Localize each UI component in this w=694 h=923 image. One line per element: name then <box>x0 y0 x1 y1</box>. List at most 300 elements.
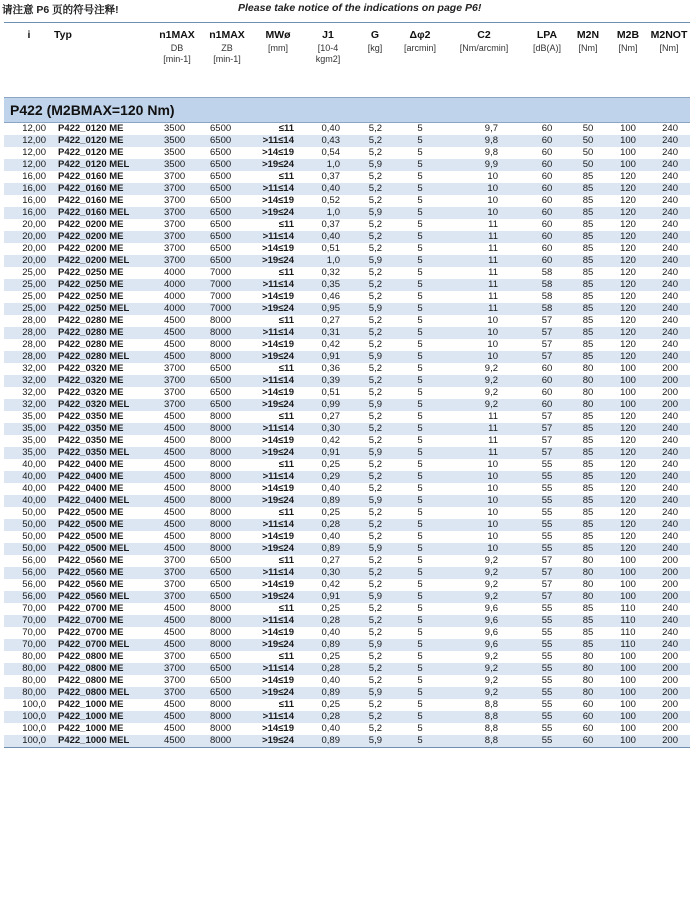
cell-nominal-torque: 85 <box>582 627 594 638</box>
cell-ratio: 16,00 <box>4 207 54 219</box>
cell-motor-shaft-diameter: >14≤19 <box>262 291 294 302</box>
cell-type: P422_0400 ME <box>58 459 124 470</box>
header-unit: [min-1] <box>163 54 191 64</box>
cell-inertia: 0,40 <box>321 627 340 638</box>
note-chinese: 请注意 P6 页的符号注释! <box>2 4 119 16</box>
cell-weight: 5,9 <box>352 255 398 267</box>
cell-nominal-torque: 50 <box>582 123 594 134</box>
cell-backlash: 5 <box>417 339 423 350</box>
table-row <box>4 735 690 748</box>
cell-max-torque: 120 <box>608 543 648 555</box>
cell-weight: 5,2 <box>352 375 398 387</box>
cell-type: P422_0280 ME <box>54 327 152 339</box>
cell-nominal-torque: 80 <box>582 387 594 398</box>
cell-backlash: 5 <box>398 615 442 627</box>
cell-torsional-stiffness: 10 <box>442 183 526 195</box>
cell-n1max-zb: 8000 <box>202 423 252 435</box>
header-symbol: C2 <box>477 29 491 41</box>
table-row <box>4 135 690 147</box>
cell-nominal-torque: 85 <box>568 639 608 651</box>
cell-backlash: 5 <box>417 411 423 422</box>
cell-max-torque: 100 <box>608 567 648 579</box>
cell-motor-shaft-diameter: ≤11 <box>278 555 294 566</box>
cell-weight: 5,9 <box>352 543 398 555</box>
cell-noise-level: 55 <box>541 627 553 638</box>
cell-inertia: 0,37 <box>321 171 340 182</box>
cell-n1max-zb: 6500 <box>202 663 252 675</box>
cell-nominal-torque: 85 <box>582 219 594 230</box>
cell-weight: 5,2 <box>368 387 382 398</box>
cell-n1max-zb: 6500 <box>210 243 232 254</box>
cell-noise-level: 58 <box>541 267 553 278</box>
cell-nominal-torque: 85 <box>582 531 594 542</box>
cell-type: P422_0800 ME <box>58 651 124 662</box>
cell-inertia: 1,0 <box>304 207 352 219</box>
cell-type: P422_0280 ME <box>58 339 124 350</box>
cell-emergency-torque: 240 <box>662 267 678 278</box>
cell-torsional-stiffness: 9,2 <box>442 375 526 387</box>
cell-n1max-zb: 6500 <box>210 147 232 158</box>
cell-n1max-db: 3700 <box>152 687 202 699</box>
cell-max-torque: 100 <box>608 735 648 748</box>
cell-emergency-torque: 200 <box>662 699 678 710</box>
cell-n1max-db: 4500 <box>164 483 186 494</box>
cell-torsional-stiffness: 8,8 <box>484 699 498 710</box>
table-body <box>4 98 690 748</box>
cell-n1max-zb: 8000 <box>210 435 232 446</box>
cell-n1max-db: 4500 <box>164 459 186 470</box>
cell-n1max-zb: 8000 <box>202 351 252 363</box>
cell-nominal-torque: 85 <box>568 543 608 555</box>
cell-nominal-torque: 60 <box>568 711 608 723</box>
cell-inertia: 0,91 <box>304 591 352 603</box>
cell-type: P422_0350 ME <box>58 411 124 422</box>
cell-motor-shaft-diameter: >14≤19 <box>262 579 294 590</box>
table-row <box>4 591 690 603</box>
cell-noise-level: 57 <box>541 579 553 590</box>
cell-max-torque: 100 <box>608 399 648 411</box>
cell-type: P422_0400 ME <box>54 471 152 483</box>
cell-motor-shaft-diameter: >19≤24 <box>252 495 304 507</box>
cell-max-torque: 120 <box>620 531 636 542</box>
cell-ratio: 32,00 <box>22 363 46 374</box>
table-row <box>4 531 690 543</box>
cell-n1max-db: 4000 <box>152 279 202 291</box>
cell-noise-level: 60 <box>526 135 568 147</box>
cell-emergency-torque: 240 <box>662 603 678 614</box>
table-row <box>4 303 690 315</box>
cell-torsional-stiffness: 11 <box>442 303 526 315</box>
cell-n1max-zb: 8000 <box>210 531 232 542</box>
cell-weight: 5,2 <box>368 531 382 542</box>
cell-weight: 5,2 <box>368 651 382 662</box>
header-symbol: n1MAX <box>209 29 245 41</box>
header-row <box>4 23 690 98</box>
cell-emergency-torque: 200 <box>662 723 678 734</box>
cell-motor-shaft-diameter: >14≤19 <box>262 675 294 686</box>
cell-backlash: 5 <box>398 327 442 339</box>
cell-type: P422_0400 MEL <box>54 495 152 507</box>
cell-max-torque: 100 <box>608 687 648 699</box>
cell-ratio: 28,00 <box>22 339 46 350</box>
cell-nominal-torque: 80 <box>568 399 608 411</box>
cell-backlash: 5 <box>398 567 442 579</box>
table-row <box>4 699 690 711</box>
cell-motor-shaft-diameter: >14≤19 <box>262 627 294 638</box>
cell-ratio: 12,00 <box>22 147 46 158</box>
cell-emergency-torque: 240 <box>662 627 678 638</box>
cell-torsional-stiffness: 11 <box>488 291 498 302</box>
cell-emergency-torque: 240 <box>648 519 690 531</box>
cell-nominal-torque: 85 <box>582 267 594 278</box>
cell-inertia: 0,42 <box>321 339 340 350</box>
cell-emergency-torque: 200 <box>662 387 678 398</box>
cell-nominal-torque: 80 <box>582 555 594 566</box>
cell-max-torque: 100 <box>620 147 636 158</box>
cell-type: P422_0560 ME <box>54 567 152 579</box>
cell-nominal-torque: 80 <box>582 675 594 686</box>
cell-noise-level: 57 <box>541 315 553 326</box>
cell-emergency-torque: 200 <box>662 675 678 686</box>
cell-type: P422_0700 ME <box>54 615 152 627</box>
cell-emergency-torque: 240 <box>662 531 678 542</box>
cell-n1max-db: 4000 <box>152 303 202 315</box>
cell-max-torque: 110 <box>620 603 636 614</box>
cell-motor-shaft-diameter: >14≤19 <box>262 195 294 206</box>
cell-inertia: 0,39 <box>304 375 352 387</box>
cell-n1max-zb: 8000 <box>210 411 232 422</box>
cell-torsional-stiffness: 9,9 <box>442 159 526 171</box>
cell-torsional-stiffness: 9,2 <box>484 651 498 662</box>
cell-backlash: 5 <box>417 315 423 326</box>
cell-noise-level: 55 <box>541 483 553 494</box>
cell-emergency-torque: 240 <box>648 183 690 195</box>
header-unit: [mm] <box>268 43 288 53</box>
cell-n1max-zb: 6500 <box>202 159 252 171</box>
cell-type: P422_0200 ME <box>58 243 124 254</box>
cell-n1max-db: 3700 <box>164 243 186 254</box>
table-row <box>4 219 690 231</box>
cell-n1max-db: 4500 <box>152 423 202 435</box>
cell-nominal-torque: 85 <box>582 459 594 470</box>
cell-n1max-db: 3700 <box>164 195 186 206</box>
cell-backlash: 5 <box>398 159 442 171</box>
cell-ratio: 80,00 <box>4 663 54 675</box>
table-row <box>4 147 690 159</box>
cell-nominal-torque: 60 <box>568 735 608 748</box>
cell-backlash: 5 <box>417 483 423 494</box>
cell-n1max-zb: 8000 <box>210 603 232 614</box>
header-unit: [10-4 kgm2] <box>315 43 341 64</box>
cell-motor-shaft-diameter: >11≤14 <box>252 423 304 435</box>
cell-nominal-torque: 85 <box>582 411 594 422</box>
cell-ratio: 12,00 <box>4 135 54 147</box>
section-header-row <box>4 98 690 123</box>
cell-n1max-db: 3700 <box>152 663 202 675</box>
cell-type: P422_0200 ME <box>58 219 124 230</box>
cell-nominal-torque: 85 <box>568 255 608 267</box>
cell-motor-shaft-diameter: >11≤14 <box>252 615 304 627</box>
cell-inertia: 0,89 <box>304 639 352 651</box>
cell-emergency-torque: 240 <box>662 123 678 134</box>
cell-noise-level: 60 <box>526 399 568 411</box>
cell-type: P422_0500 ME <box>54 519 152 531</box>
cell-n1max-zb: 8000 <box>202 471 252 483</box>
cell-n1max-zb: 6500 <box>210 651 232 662</box>
table-row <box>4 195 690 207</box>
cell-ratio: 25,00 <box>4 303 54 315</box>
cell-n1max-zb: 8000 <box>210 483 232 494</box>
cell-backlash: 5 <box>398 471 442 483</box>
cell-emergency-torque: 200 <box>648 591 690 603</box>
cell-noise-level: 55 <box>541 531 553 542</box>
section-title: P422 (M2BMAX=120 Nm) <box>4 98 690 123</box>
cell-ratio: 35,00 <box>4 423 54 435</box>
cell-inertia: 1,0 <box>304 255 352 267</box>
cell-noise-level: 60 <box>541 123 553 134</box>
cell-torsional-stiffness: 8,8 <box>442 735 526 748</box>
cell-weight: 5,2 <box>368 435 382 446</box>
cell-n1max-zb: 8000 <box>202 495 252 507</box>
header-unit: [min-1] <box>213 54 241 64</box>
header-ratio <box>4 23 54 98</box>
cell-type: P422_0250 ME <box>58 267 124 278</box>
cell-motor-shaft-diameter: ≤11 <box>278 651 294 662</box>
cell-emergency-torque: 240 <box>662 435 678 446</box>
cell-inertia: 0,89 <box>304 735 352 748</box>
cell-emergency-torque: 240 <box>648 615 690 627</box>
cell-n1max-db: 4500 <box>152 495 202 507</box>
cell-torsional-stiffness: 8,8 <box>484 723 498 734</box>
cell-motor-shaft-diameter: >11≤14 <box>252 231 304 243</box>
cell-n1max-db: 4500 <box>152 471 202 483</box>
cell-n1max-db: 4500 <box>164 435 186 446</box>
cell-ratio: 32,00 <box>22 387 46 398</box>
cell-nominal-torque: 85 <box>582 195 594 206</box>
cell-n1max-db: 3700 <box>152 255 202 267</box>
cell-emergency-torque: 200 <box>648 399 690 411</box>
cell-torsional-stiffness: 9,2 <box>484 555 498 566</box>
cell-torsional-stiffness: 11 <box>488 243 498 254</box>
cell-torsional-stiffness: 10 <box>442 519 526 531</box>
cell-max-torque: 100 <box>608 159 648 171</box>
cell-emergency-torque: 200 <box>648 375 690 387</box>
table-row <box>4 327 690 339</box>
cell-type: P422_0120 ME <box>58 123 124 134</box>
cell-inertia: 0,99 <box>304 399 352 411</box>
cell-inertia: 0,46 <box>321 291 340 302</box>
cell-ratio: 70,00 <box>4 639 54 651</box>
table-row <box>4 555 690 567</box>
cell-emergency-torque: 200 <box>662 363 678 374</box>
cell-torsional-stiffness: 10 <box>487 339 498 350</box>
cell-n1max-db: 4500 <box>164 411 186 422</box>
cell-emergency-torque: 200 <box>662 579 678 590</box>
cell-nominal-torque: 85 <box>568 519 608 531</box>
cell-ratio: 20,00 <box>4 231 54 243</box>
table-row <box>4 435 690 447</box>
cell-n1max-zb: 6500 <box>202 567 252 579</box>
cell-n1max-db: 3700 <box>152 183 202 195</box>
cell-inertia: 0,51 <box>321 243 340 254</box>
cell-weight: 5,2 <box>352 615 398 627</box>
cell-n1max-db: 3700 <box>164 363 186 374</box>
cell-n1max-zb: 8000 <box>210 507 232 518</box>
header-subtitle: DB <box>170 43 184 53</box>
cell-ratio: 100,0 <box>4 735 54 748</box>
cell-inertia: 0,28 <box>304 615 352 627</box>
cell-torsional-stiffness: 10 <box>487 483 498 494</box>
table-row <box>4 687 690 699</box>
cell-backlash: 5 <box>417 627 423 638</box>
cell-n1max-zb: 8000 <box>202 735 252 748</box>
header-unit: [kg] <box>367 43 383 53</box>
table-row <box>4 315 690 327</box>
cell-emergency-torque: 240 <box>648 279 690 291</box>
cell-inertia: 0,42 <box>321 579 340 590</box>
cell-inertia: 0,28 <box>304 519 352 531</box>
cell-torsional-stiffness: 9,2 <box>484 387 498 398</box>
cell-type: P422_0500 ME <box>58 531 124 542</box>
cell-type: P422_0700 MEL <box>54 639 152 651</box>
cell-emergency-torque: 240 <box>648 207 690 219</box>
cell-type: P422_0320 ME <box>54 375 152 387</box>
header-symbol: M2N <box>576 29 600 41</box>
table-row <box>4 603 690 615</box>
cell-n1max-zb: 8000 <box>202 543 252 555</box>
table-row <box>4 675 690 687</box>
cell-inertia: 0,25 <box>321 651 340 662</box>
header-backlash <box>398 23 442 98</box>
cell-n1max-db: 4500 <box>164 723 186 734</box>
cell-n1max-db: 3700 <box>152 399 202 411</box>
cell-n1max-db: 3700 <box>152 231 202 243</box>
cell-backlash: 5 <box>398 375 442 387</box>
cell-nominal-torque: 85 <box>582 171 594 182</box>
cell-motor-shaft-diameter: >14≤19 <box>262 483 294 494</box>
cell-type: P422_0250 ME <box>54 279 152 291</box>
cell-motor-shaft-diameter: >11≤14 <box>252 519 304 531</box>
cell-inertia: 0,28 <box>304 663 352 675</box>
cell-noise-level: 55 <box>526 519 568 531</box>
cell-emergency-torque: 240 <box>648 159 690 171</box>
cell-max-torque: 120 <box>608 303 648 315</box>
cell-inertia: 0,27 <box>321 555 340 566</box>
cell-n1max-db: 4500 <box>152 543 202 555</box>
cell-nominal-torque: 85 <box>582 291 594 302</box>
cell-n1max-db: 4500 <box>152 519 202 531</box>
cell-ratio: 12,00 <box>22 123 46 134</box>
cell-nominal-torque: 85 <box>568 207 608 219</box>
cell-type: P422_0800 MEL <box>54 687 152 699</box>
cell-ratio: 56,00 <box>4 591 54 603</box>
table-row <box>4 159 690 171</box>
cell-ratio: 35,00 <box>4 447 54 459</box>
header-weight <box>352 23 398 98</box>
cell-nominal-torque: 85 <box>582 603 594 614</box>
cell-torsional-stiffness: 10 <box>442 207 526 219</box>
cell-motor-shaft-diameter: >19≤24 <box>252 399 304 411</box>
cell-inertia: 0,89 <box>304 495 352 507</box>
cell-noise-level: 55 <box>526 615 568 627</box>
header-symbol: LPA <box>536 29 558 41</box>
cell-weight: 5,2 <box>368 219 382 230</box>
cell-max-torque: 100 <box>608 375 648 387</box>
cell-motor-shaft-diameter: ≤11 <box>278 123 294 134</box>
cell-max-torque: 120 <box>620 507 636 518</box>
cell-ratio: 16,00 <box>22 195 46 206</box>
cell-motor-shaft-diameter: ≤11 <box>278 315 294 326</box>
cell-nominal-torque: 80 <box>582 363 594 374</box>
cell-max-torque: 100 <box>620 579 636 590</box>
cell-motor-shaft-diameter: ≤11 <box>278 219 294 230</box>
cell-inertia: 0,27 <box>321 411 340 422</box>
cell-noise-level: 60 <box>526 183 568 195</box>
header-symbol: Typ <box>54 29 72 41</box>
cell-inertia: 0,51 <box>321 387 340 398</box>
cell-n1max-zb: 6500 <box>210 675 232 686</box>
cell-type: P422_0280 ME <box>58 315 124 326</box>
cell-ratio: 100,0 <box>4 711 54 723</box>
cell-n1max-db: 4500 <box>152 327 202 339</box>
cell-backlash: 5 <box>417 123 423 134</box>
cell-torsional-stiffness: 11 <box>442 231 526 243</box>
cell-n1max-db: 3700 <box>164 387 186 398</box>
cell-noise-level: 57 <box>526 447 568 459</box>
cell-max-torque: 120 <box>620 291 636 302</box>
table-row <box>4 351 690 363</box>
header-symbol: MWø <box>265 29 291 41</box>
cell-motor-shaft-diameter: >11≤14 <box>252 375 304 387</box>
cell-noise-level: 60 <box>541 147 553 158</box>
cell-backlash: 5 <box>398 519 442 531</box>
cell-motor-shaft-diameter: >19≤24 <box>252 543 304 555</box>
cell-type: P422_0200 MEL <box>54 255 152 267</box>
cell-n1max-zb: 6500 <box>210 219 232 230</box>
cell-torsional-stiffness: 10 <box>487 195 498 206</box>
cell-inertia: 0,40 <box>304 183 352 195</box>
cell-n1max-zb: 8000 <box>210 339 232 350</box>
header-inertia <box>304 23 352 98</box>
cell-torsional-stiffness: 9,6 <box>484 627 498 638</box>
cell-type: P422_0250 MEL <box>54 303 152 315</box>
cell-weight: 5,9 <box>352 303 398 315</box>
cell-emergency-torque: 240 <box>648 303 690 315</box>
cell-weight: 5,9 <box>352 207 398 219</box>
cell-torsional-stiffness: 9,2 <box>442 591 526 603</box>
cell-n1max-db: 3700 <box>152 591 202 603</box>
cell-backlash: 5 <box>398 543 442 555</box>
cell-emergency-torque: 240 <box>662 147 678 158</box>
cell-weight: 5,9 <box>352 399 398 411</box>
cell-emergency-torque: 240 <box>648 135 690 147</box>
cell-backlash: 5 <box>417 291 423 302</box>
cell-weight: 5,2 <box>352 327 398 339</box>
table-row <box>4 375 690 387</box>
cell-torsional-stiffness: 10 <box>487 507 498 518</box>
header-n1max-zb <box>202 23 252 98</box>
cell-n1max-db: 3700 <box>164 651 186 662</box>
cell-motor-shaft-diameter: >19≤24 <box>252 639 304 651</box>
table-row <box>4 231 690 243</box>
cell-type: P422_0350 ME <box>54 423 152 435</box>
cell-max-torque: 100 <box>620 651 636 662</box>
cell-n1max-db: 3700 <box>164 219 186 230</box>
cell-n1max-zb: 8000 <box>202 327 252 339</box>
cell-backlash: 5 <box>398 711 442 723</box>
table-row <box>4 567 690 579</box>
cell-n1max-db: 4000 <box>164 267 186 278</box>
